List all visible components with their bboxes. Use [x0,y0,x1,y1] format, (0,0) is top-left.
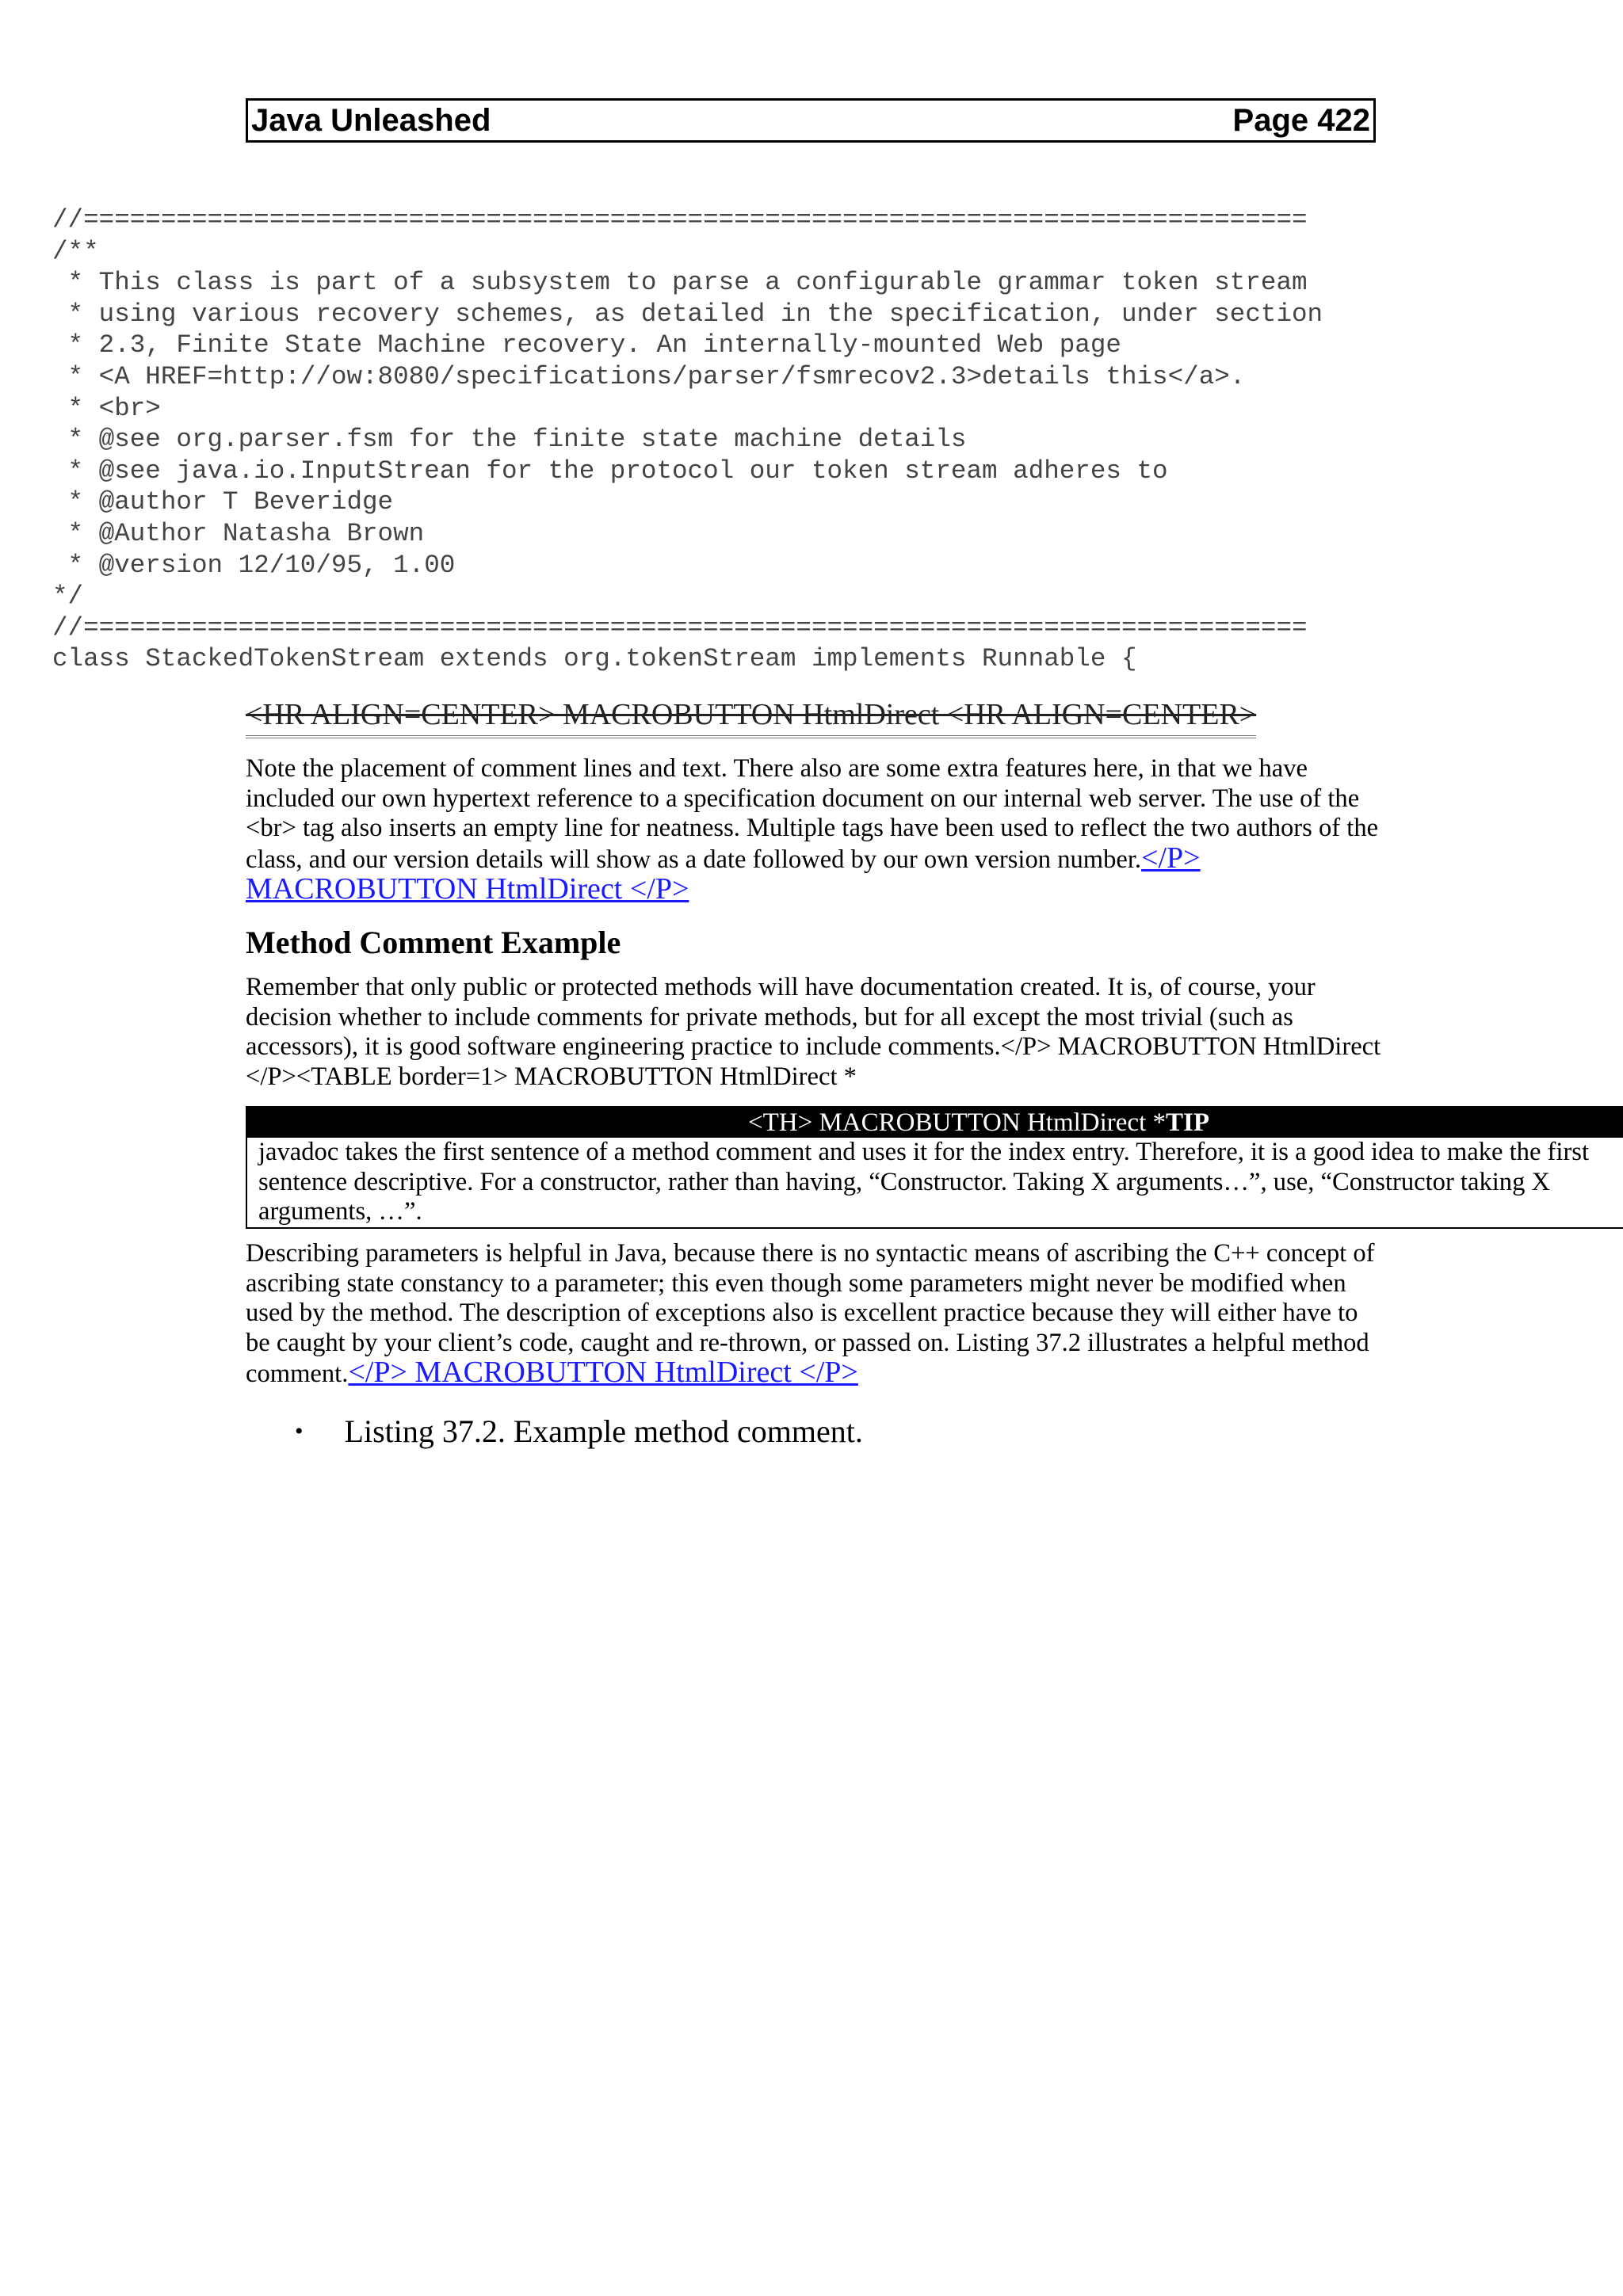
code-line: * <br> [52,393,161,423]
macro-link[interactable]: </P> MACROBUTTON HtmlDirect </P> [246,841,1201,906]
listing-bullet-item [295,1412,863,1451]
code-line: * @author T Beveridge [52,487,394,517]
code-line: * <A HREF=http://ow:8080/specifications/parser/fsmrecov2.3>details this</a>. [52,361,1246,391]
code-line: * @Author Natasha Brown [52,518,425,548]
bullet-icon: • [295,1418,304,1444]
paragraph-text: Describing parameters is helpful in Java, because there is no syntactic means of ascribing the C++ concept of ascribing state constancy to a parameter; this even though some parameters might never be modified when used by the method. The description of exceptions also is excellent practice because they will either have to be caught by your client’s code, caught and re-thrown, or passed on. Listing 37.2 illustrates a helpful method comment. [246,1239,1375,1389]
tip-header [247,1108,1623,1138]
tip-header-label: TIP [1166,1108,1210,1137]
main-content [246,694,1387,1092]
hr-macro-text: <HR ALIGN=CENTER> MACROBUTTON HtmlDirect <HR ALIGN=CENTER> [246,694,1256,738]
code-line: * @see org.parser.fsm for the finite state machine details [52,425,967,455]
page-number: Page 422 [1232,102,1370,138]
code-line: //=============================================================================== [52,612,1308,643]
tip-table [246,1106,1623,1229]
section-heading: Method Comment Example [246,924,621,960]
code-line: */ [52,582,84,612]
book-title: Java Unleashed [251,102,491,138]
tip-body: javadoc takes the first sentence of a method comment and uses it for the index entry. Therefore, it is a good idea to make the first sentence descriptive. For a constructor, rather than having, “Constructor. Taking X arguments…”, use, “Constructor taking X arguments, …”. [258,1138,1590,1226]
code-line: * 2.3, Finite State Machine recovery. An internally-mounted Web page [52,330,1121,360]
macro-link[interactable]: </P> MACROBUTTON HtmlDirect </P> [348,1356,858,1390]
code-line: * using various recovery schemes, as detailed in the specification, under section [52,299,1323,329]
code-line: class StackedTokenStream extends org.tokenStream implements Runnable { [52,644,1137,674]
paragraph-text: Note the placement of comment lines and text. There also are some extra features here, in that we have included our own hypertext reference to a specification document on our internal web server. The use of the <br> tag also inserts an empty line for neatness. Multiple tags have been used to reflect the two authors of the class, and our version details will show as a date followed by our own version number. [246,754,1379,874]
code-line: * This class is part of a subsystem to parse a configurable grammar token stream [52,268,1308,298]
code-line: /** [52,236,99,266]
paragraph-parameters-block [246,1239,1387,1390]
page-header [246,98,1376,143]
listing-caption: Listing 37.2. Example method comment. [344,1413,863,1449]
paragraph-placement [246,754,1387,906]
code-line: //=============================================================================== [52,205,1308,235]
code-listing [52,204,1323,675]
code-line: * @see java.io.InputStrean for the protocol our token stream adheres to [52,456,1168,486]
code-line: * @version 12/10/95, 1.00 [52,550,456,580]
tip-header-prefix: <TH> MACROBUTTON HtmlDirect * [748,1108,1167,1137]
paragraph-remember: Remember that only public or protected methods will have documentation created. It is, of course, your decision whether to include comments for private methods, but for all except the most trivial (such as accessors), it is good software engineering practice to include comments.</P> MACROBUTTON HtmlDirect </P><TABLE border=1> MACROBUTTON HtmlDirect * [246,972,1381,1091]
